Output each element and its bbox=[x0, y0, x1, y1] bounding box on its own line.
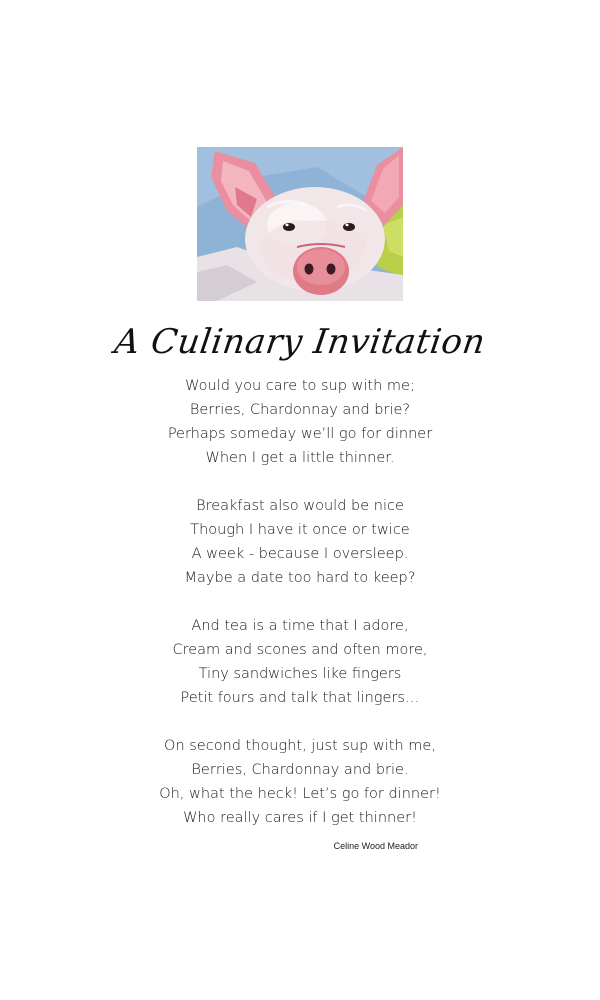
poem-body bbox=[0, 374, 600, 854]
poem-line: Though I have it once or twice bbox=[190, 522, 410, 538]
poem-line: Would you care to sup with me; bbox=[185, 378, 415, 394]
stanza-4 bbox=[0, 734, 600, 830]
poem-line: And tea is a time that I adore, bbox=[191, 618, 409, 634]
stanza-2 bbox=[0, 494, 600, 590]
poem-line: Berries, Chardonnay and brie. bbox=[191, 762, 409, 778]
author-credit: Celine Wood Meador bbox=[333, 841, 418, 851]
poem-line: Who really cares if I get thinner! bbox=[183, 810, 417, 826]
poem-line: Maybe a date too hard to keep? bbox=[184, 570, 416, 586]
poem-line: Berries, Chardonnay and brie? bbox=[189, 402, 411, 418]
poem-line: Perhaps someday we’ll go for dinner bbox=[167, 426, 433, 442]
stanza-1 bbox=[0, 374, 600, 470]
poem-line: Cream and scones and often more, bbox=[172, 642, 428, 658]
poem-line: Oh, what the heck! Let’s go for dinner! bbox=[159, 786, 441, 802]
poem-line: A week - because I oversleep. bbox=[191, 546, 409, 562]
poem-line: Petit fours and talk that lingers… bbox=[180, 690, 420, 706]
poem-line: On second thought, just sup with me, bbox=[164, 738, 436, 754]
poem-line: Breakfast also would be nice bbox=[196, 498, 404, 514]
stanza-3 bbox=[0, 614, 600, 710]
poem-line: Tiny sandwiches like fingers bbox=[198, 666, 402, 682]
pig-painting bbox=[197, 147, 403, 301]
poem-title: A Culinary Invitation bbox=[112, 322, 488, 362]
poem-line: When I get a little thinner. bbox=[205, 450, 395, 466]
